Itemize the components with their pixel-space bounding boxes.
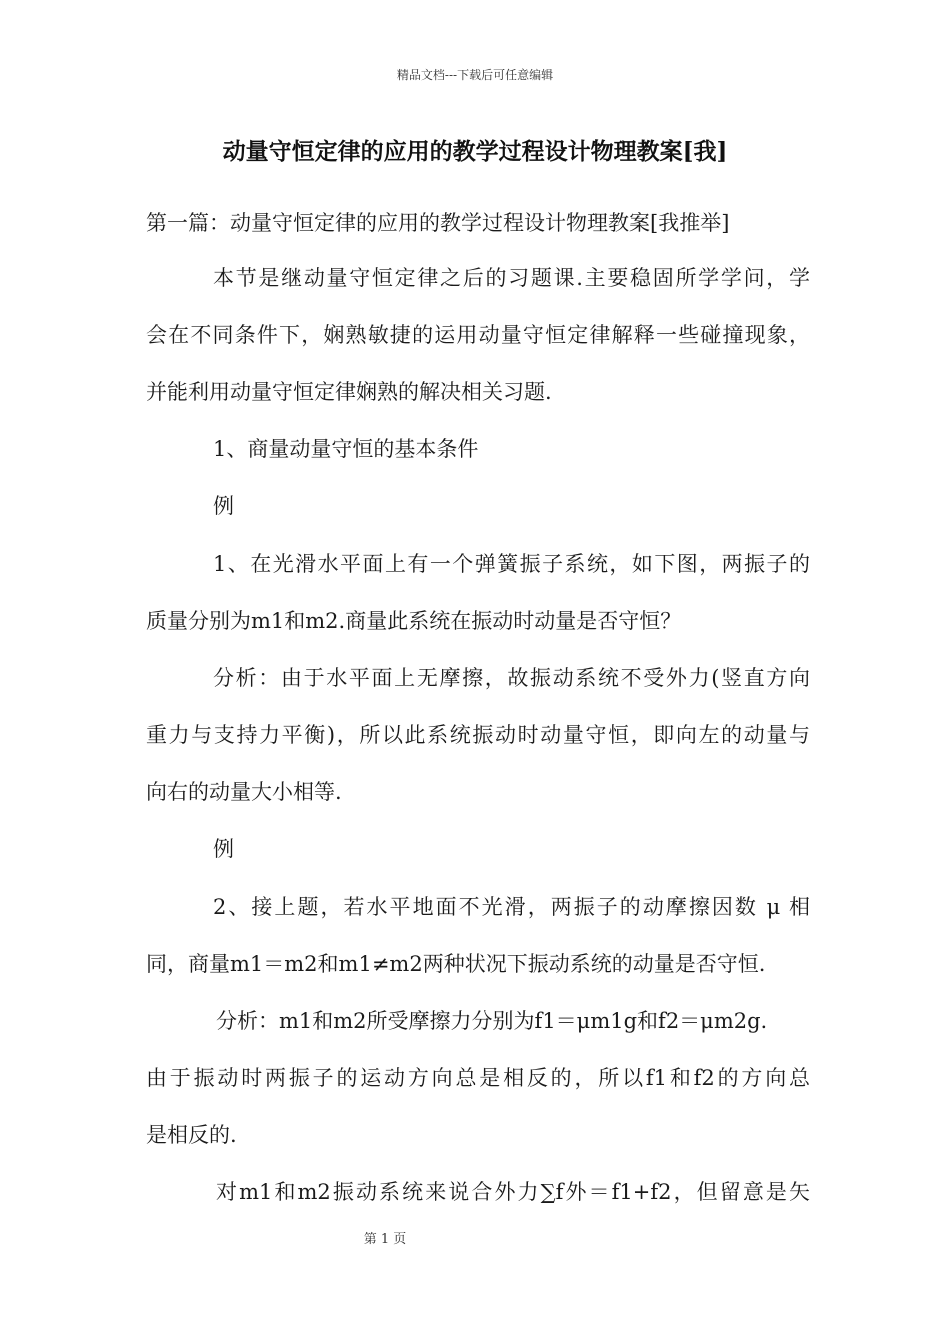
- paragraph-line: 对m1和m2振动系统来说合外力∑f外＝f1+f2，但留意是矢: [216, 1180, 810, 1204]
- paragraph-line: 并能利用动量守恒定律娴熟的解决相关习题.: [146, 380, 552, 404]
- section-heading: 第一篇：动量守恒定律的应用的教学过程设计物理教案[我推举]: [146, 211, 730, 235]
- paragraph-line: 向右的动量大小相等.: [146, 780, 342, 804]
- paragraph-line: 分析：由于水平面上无摩擦，故振动系统不受外力(竖直方向: [213, 666, 810, 690]
- page-header: 精品文档---下载后可任意编辑: [396, 68, 554, 82]
- document-title: 动量守恒定律的应用的教学过程设计物理教案[我]: [222, 138, 728, 165]
- paragraph-line: 分析：m1和m2所受摩擦力分别为f1＝μm1g和f2＝μm2g.: [216, 1009, 768, 1033]
- example-label: 例: [213, 494, 234, 518]
- paragraph-line: 同，商量m1＝m2和m1≠m2两种状况下振动系统的动量是否守恒.: [146, 952, 766, 976]
- paragraph-line: 1、在光滑水平面上有一个弹簧振子系统，如下图，两振子的: [213, 552, 810, 576]
- paragraph-line: 本节是继动量守恒定律之后的习题课.主要稳固所学学问，学: [213, 266, 810, 290]
- paragraph-line: 会在不同条件下，娴熟敏捷的运用动量守恒定律解释一些碰撞现象，: [146, 323, 810, 347]
- paragraph-line: 是相反的.: [146, 1123, 237, 1147]
- page-number: 第 1 页: [363, 1232, 407, 1247]
- example-label: 例: [213, 837, 234, 861]
- paragraph-line: 由于振动时两振子的运动方向总是相反的，所以f1和f2的方向总: [146, 1066, 810, 1090]
- paragraph-line: 2、接上题，若水平地面不光滑，两振子的动摩擦因数 μ 相: [213, 895, 810, 919]
- subsection-heading: 1、商量动量守恒的基本条件: [213, 437, 479, 461]
- paragraph-line: 重力与支持力平衡)，所以此系统振动时动量守恒，即向左的动量与: [146, 723, 810, 747]
- paragraph-line: 质量分别为m1和m2.商量此系统在振动时动量是否守恒？: [146, 609, 682, 633]
